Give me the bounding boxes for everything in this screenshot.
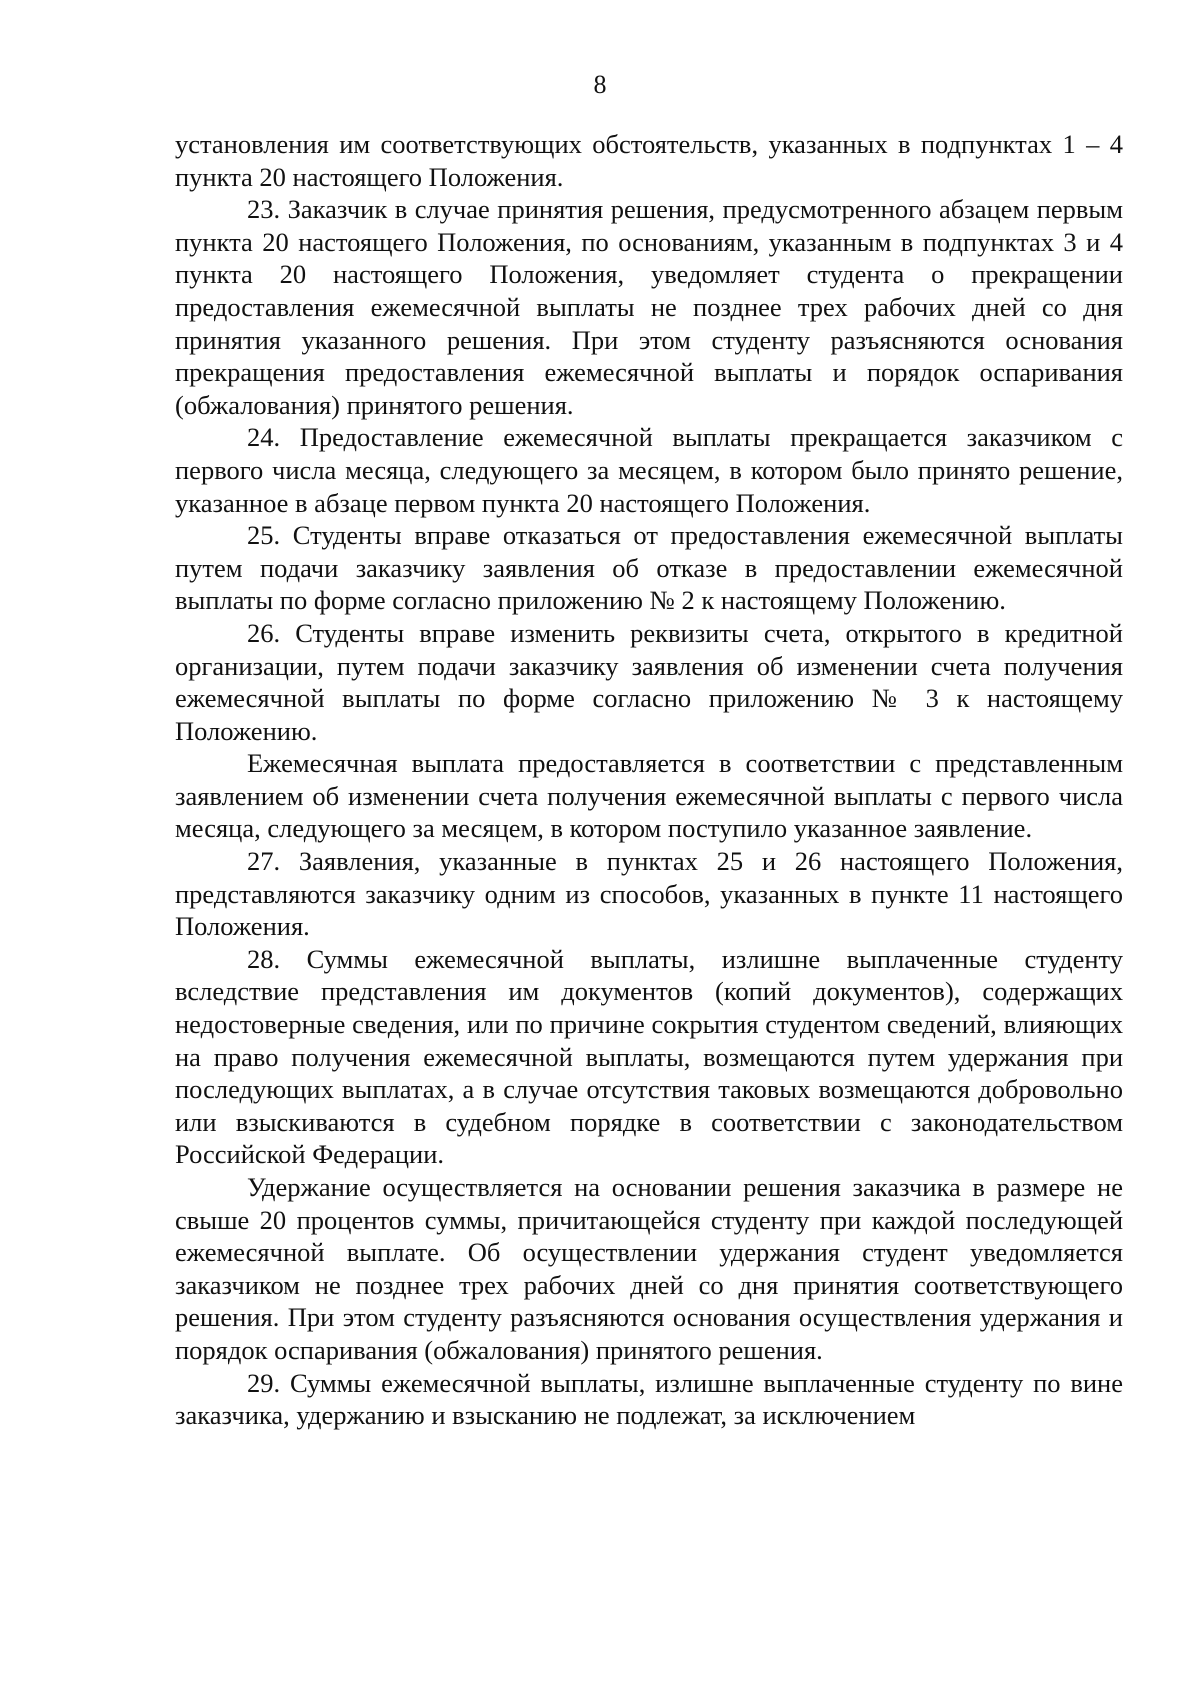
paragraph-item-27: 27. Заявления, указанные в пунктах 25 и 26 настоящего Положения, представляются заказчику одним из способов, указанных в пункте 11 настоящего Положения. [175,846,1123,942]
paragraph-item-29: 29. Суммы ежемесячной выплаты, излишне выплаченные студенту по вине заказчика, удержанию и взысканию не подлежат, за исключением [175,1367,1123,1431]
page-number: 8 [593,70,607,99]
paragraph-item-24: 24. Предоставление ежемесячной выплаты прекращается заказчиком с первого числа месяца, следующего за месяцем, в котором было принято решение, указанное в абзаце первом пункта 20 настоящего Положения. [175,422,1123,518]
paragraph-item-23: 23. Заказчик в случае принятия решения, предусмотренного абзацем первым пункта 20 настоящего Положения, по основаниям, указанным в подпунктах 3 и 4 пункта 20 настоящего Положения, уведомляет студента о прекращении предоставления ежемесячной выплаты не позднее трех рабочих дней со дня принятия указанного решения. При этом студенту разъясняются основания прекращения предоставления ежемесячной выплаты и порядок оспаривания (обжалования) принятого решения. [175,194,1123,420]
paragraph-item-26: 26. Студенты вправе изменить реквизиты счета, открытого в кредитной организации, путем подачи заказчику заявления об изменении счета получения ежемесячной выплаты по форме согласно приложению № 3 к настоящему Положению. [175,617,1123,746]
paragraph-item-25: 25. Студенты вправе отказаться от предоставления ежемесячной выплаты путем подачи заказчику заявления об отказе в предоставлении ежемесячной выплаты по форме согласно приложению № 2 к настоящему Положению. [175,520,1123,616]
paragraph-item-28-note: Удержание осуществляется на основании решения заказчика в размере не свыше 20 процентов суммы, причитающейся студенту при каждой последующей ежемесячной выплате. Об осуществлении удержания студент уведомляется заказчиком не позднее трех рабочих дней со дня принятия соответствующего решения. При этом студенту разъясняются основания осуществления удержания и порядок оспаривания (обжалования) принятого решения. [175,1172,1123,1365]
paragraph-continuation: установления им соответствующих обстоятельств, указанных в подпунктах 1 – 4 пункта 20 настоящего Положения. [175,129,1123,192]
paragraph-item-26-note: Ежемесячная выплата предоставляется в соответствии с представленным заявлением об изменении счета получения ежемесячной выплаты с первого числа месяца, следующего за месяцем, в котором поступило указанное заявление. [175,748,1123,844]
document-body [175,128,1123,1432]
paragraph-item-28: 28. Суммы ежемесячной выплаты, излишне выплаченные студенту вследствие представления им документов (копий документов), содержащих недостоверные сведения, или по причине сокрытия студентом сведений, влияющих на право получения ежемесячной выплаты, возмещаются путем удержания при последующих выплатах, а в случае отсутствия таковых возмещаются добровольно или взыскиваются в судебном порядке в соответствии с законодательством Российской Федерации. [175,943,1123,1170]
